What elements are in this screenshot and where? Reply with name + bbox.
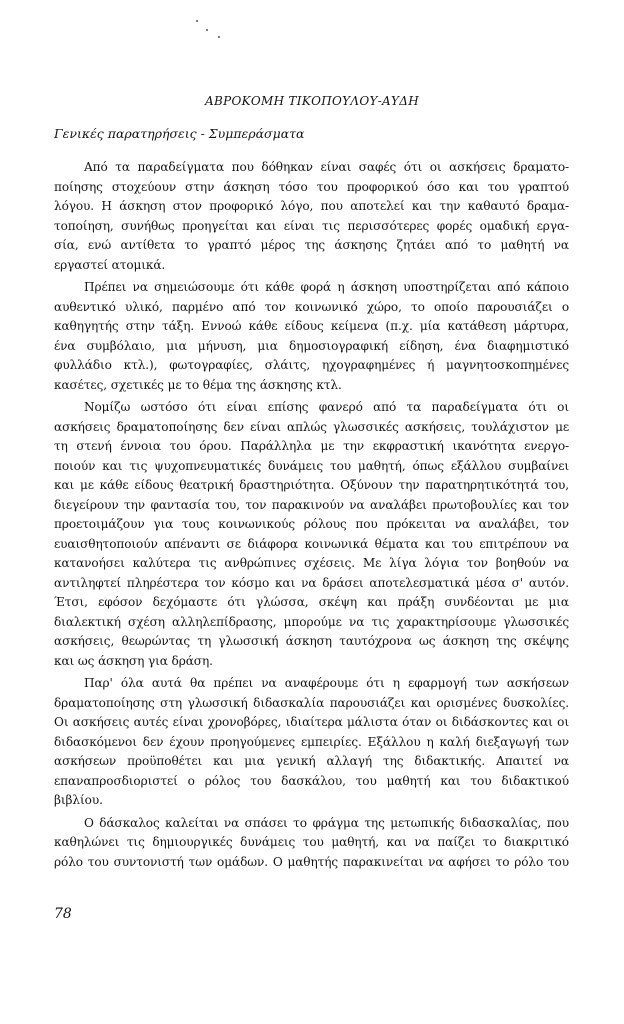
text-line: επαναπροσδιοριστεί ο ρόλος του δασκάλου, του μαθητή και του διδακτικού [54,773,569,788]
text-line: τοποίηση, συνήθως προηγείται και είναι τις περισσότερες φορές ομαδική εργα- [54,218,569,233]
text-line: ένα συμβόλαιο, μια μήνυση, μια δημοσιογραφική είδηση, ένα διαφημιστικό [54,338,569,353]
text-line: κατανοήσει καλύτερα τις ανθρώπινες σχέσεις. Με λίγα λόγια τον βοηθούν να [54,556,569,570]
text-line: δραματοποίησης στη γλωσσική διδασκαλία παρουσιάζει και ορισμένες δυσκολίες. [54,695,569,710]
text-line: βιβλίου. [54,793,103,807]
page-number: 78 [54,906,72,922]
scan-speck [218,36,220,38]
text-line: Οι ασκήσεις αυτές είναι χρονοβόρες, ιδιαίτερα μάλιστα όταν οι διδάσκοντες και οι [54,715,569,729]
text-line: ρόλο του συντονιστή των ομάδων. Ο μαθητής παρακινείται να αφήσει το ρόλο του [54,854,569,869]
section-title: Γενικές παρατηρήσεις - Συμπεράσματα [54,126,305,141]
text-line: Νομίζω ωστόσο ότι είναι επίσης φανερό από τα παραδείγματα ότι οι [84,400,569,414]
text-line: φυλλάδιο κτλ.), φωτογραφίες, σλάιτς, ηχογραφημένες ή μαγνητοσκοπημένες [54,358,569,372]
text-line: λόγου. Η άσκηση στον προφορικό λόγο, που αποτελεί και την καθαυτό δραμα- [54,199,569,213]
text-line: τη στενή έννοια του όρου. Παράλληλα με την εκφραστική ικανότητα ενεργο- [54,439,569,453]
text-line: και ως άσκηση για δράση. [54,653,213,668]
text-line: ασκήσεις δραματοποίησης δεν είναι απλώς γλωσσικές ασκήσεις, τουλάχιστον με [54,419,569,434]
text-line: ποιούν και τις ψυχοπνευματικές δυνάμεις του μαθητή, όπως εξάλλου συμβαίνει [54,458,569,473]
text-line: εργαστεί ατομικά. [54,257,166,272]
text-line: ασκήσεις, θεωρώντας τη γλωσσική άσκηση ταυτόχρονα ως άσκηση της σκέψης [54,634,569,648]
scan-speck [206,29,208,31]
body-text [54,158,569,872]
text-line: Παρ' όλα αυτά θα πρέπει να αναφέρουμε ότι η εφαρμογή των ασκήσεων [84,676,569,690]
text-line: και με κάθε είδους θεατρική δραστηριότητα. Οξύνουν την παρατηρητικότητά του, [54,478,569,492]
text-line: αντιληφτεί πληρέστερα τον κόσμο και να δράσει αποτελεσματικά μέσα σ' αυτόν. [54,575,569,590]
text-line: Πρέπει να σημειώσουμε ότι κάθε φορά η άσκηση υποστηρίζεται από κάποιο [84,280,569,294]
text-line: Έτσι, εφόσον δεχόμαστε ότι γλώσσα, σκέψη και πράξη συνδέονται με μια [54,595,569,609]
text-line: ασκήσεων προϋποθέτει και μια γενική αλλαγή της διδακτικής. Απαιτεί να [54,754,569,768]
text-line: διεγείρουν την φαντασία του, τον παρακινούν να αναλάβει πρωτοβουλίες και τον [54,497,569,512]
text-line: κασέτες, σχετικές με το θέμα της άσκησης κτλ. [54,377,342,392]
text-line: καθηλώνει τις δημιουργικές δυνάμεις του μαθητή, και να παίζει το διακριτικό [54,835,569,849]
running-head: ΑΒΡΟΚΟΜΗ ΤΙΚΟΠΟΥΛΟΥ-ΑΥΔΗ [205,94,419,108]
text-line: Ο δάσκαλος καλείται να σπάσει το φράγμα της μετωπικής διδασκαλίας, που [84,815,569,830]
text-line: ποίησης στοχεύουν στην άσκηση τόσο του προφορικού όσο και του γραπτού [54,179,569,194]
text-line: καθηγητής στην τάξη. Εννοώ κάθε είδους κείμενα (π.χ. μία κατάθεση μάρτυρα, [54,319,569,333]
text-line: διαλεκτική σχέση αλληλεπίδρασης, μπορούμε να τις χαρακτηρίσουμε γλωσσικές [54,614,569,629]
text-line: Από τα παραδείγματα που δόθηκαν είναι σαφές ότι οι ασκήσεις δραματο- [84,160,569,174]
text-line: σία, ενώ αντίθετα το γραπτό μέρος της άσκησης ζητάει από το μαθητή να [54,238,569,252]
scan-speck [196,20,198,22]
text-line: ευαισθητοποιούν απέναντι σε διάφορα κοινωνικά θέματα και του επιτρέπουν να [54,536,569,551]
text-line: προετοιμάζουν για τους κοινωνικούς ρόλους που πρόκειται να αναλάβει, τον [54,517,569,531]
text-line: διδασκόμενοι δεν έχουν προηγούμενες εμπειρίες. Εξάλλου η καλή διεξαγωγή των [54,734,569,749]
text-line: αυθεντικό υλικό, παρμένο από τον κοινωνικό χώρο, το οποίο παρουσιάζει ο [54,299,569,314]
